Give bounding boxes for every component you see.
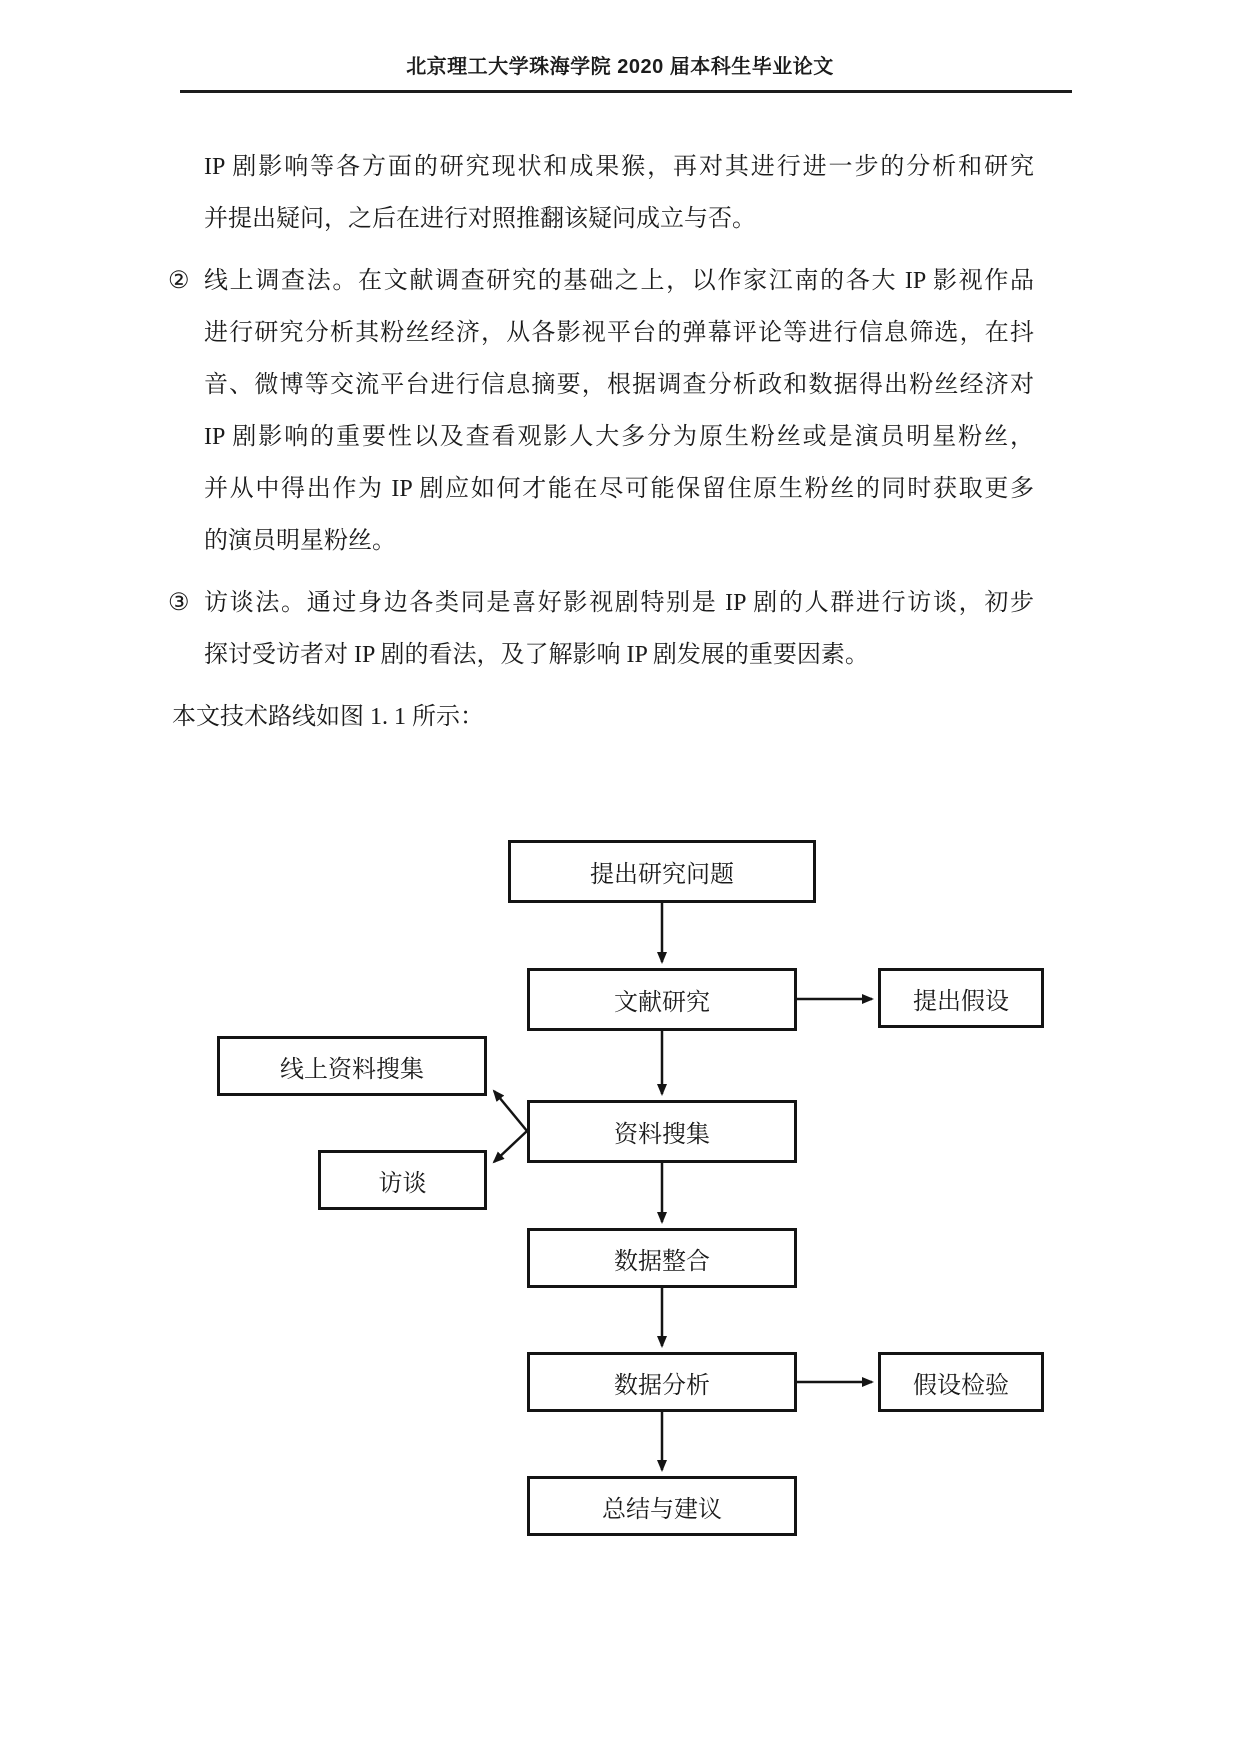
flowchart-node-data-analysis bbox=[527, 1352, 797, 1412]
text-line: IP 剧影响的重要性以及查看观影人大多分为原生粉丝或是演员明星粉丝， bbox=[204, 424, 1034, 450]
node-label: 线上资料搜集 bbox=[280, 1056, 424, 1083]
technical-route-flowchart bbox=[0, 790, 1240, 1590]
node-label: 总结与建议 bbox=[602, 1496, 722, 1523]
flowchart-node-data-collection bbox=[527, 1100, 797, 1163]
list-marker-2: ② bbox=[168, 268, 190, 294]
text-line: 音、微博等交流平台进行信息摘要，根据调查分析政和数据得出粉丝经济对 bbox=[204, 372, 1034, 398]
text-line: 探讨受访者对 IP 剧的看法，及了解影响 IP 剧发展的重要因素。 bbox=[204, 642, 869, 668]
text-line: 访谈法。通过身边各类同是喜好影视剧特别是 IP 剧的人群进行访谈，初步 bbox=[204, 590, 1034, 616]
node-label: 提出假设 bbox=[913, 988, 1009, 1015]
text-line: 并从中得出作为 IP 剧应如何才能在尽可能保留住原生粉丝的同时获取更多 bbox=[204, 476, 1034, 502]
body-text bbox=[0, 141, 1240, 753]
paragraph-figure-lead bbox=[172, 691, 1034, 743]
flowchart-node-summary-suggestions bbox=[527, 1476, 797, 1536]
paragraph-item-3 bbox=[168, 577, 1034, 681]
text-line: 的演员明星粉丝。 bbox=[204, 528, 396, 554]
node-label: 数据整合 bbox=[614, 1248, 710, 1275]
node-label: 提出研究问题 bbox=[590, 862, 734, 888]
text-line: 线上调查法。在文献调查研究的基础之上，以作家江南的各大 IP 影视作品 bbox=[204, 268, 1034, 294]
text-line: 进行研究分析其粉丝经济，从各影视平台的弹幕评论等进行信息筛选，在抖 bbox=[204, 320, 1034, 346]
arrow-collection-to-online bbox=[494, 1091, 527, 1131]
flowchart-node-literature-research bbox=[527, 968, 797, 1031]
header-rule bbox=[180, 90, 1072, 93]
node-label: 访谈 bbox=[378, 1170, 427, 1197]
flowchart-node-online-data-collection bbox=[217, 1036, 487, 1096]
flowchart-node-propose-question bbox=[508, 840, 816, 903]
flowchart-node-propose-hypothesis bbox=[878, 968, 1044, 1028]
node-label: 假设检验 bbox=[913, 1372, 1009, 1399]
flowchart-node-hypothesis-testing bbox=[878, 1352, 1044, 1412]
page-header-title: 北京理工大学珠海学院 2020 届本科生毕业论文 bbox=[406, 56, 834, 78]
paragraph-continuation bbox=[204, 141, 1034, 245]
text-line: IP 剧影响等各方面的研究现状和成果猴，再对其进行进一步的分析和研究 bbox=[204, 154, 1034, 180]
flowchart-arrows bbox=[0, 790, 1240, 1590]
list-marker-3: ③ bbox=[168, 590, 190, 616]
arrow-collection-to-interview bbox=[494, 1131, 527, 1162]
paragraph-item-2 bbox=[168, 255, 1034, 567]
flowchart-node-interview bbox=[318, 1150, 487, 1210]
text-line: 本文技术路线如图 1. 1 所示： bbox=[172, 704, 484, 730]
flowchart-node-data-integration bbox=[527, 1228, 797, 1288]
node-label: 资料搜集 bbox=[614, 1122, 710, 1148]
node-label: 文献研究 bbox=[614, 990, 710, 1016]
node-label: 数据分析 bbox=[614, 1372, 710, 1399]
text-line: 并提出疑问，之后在进行对照推翻该疑问成立与否。 bbox=[204, 206, 756, 232]
